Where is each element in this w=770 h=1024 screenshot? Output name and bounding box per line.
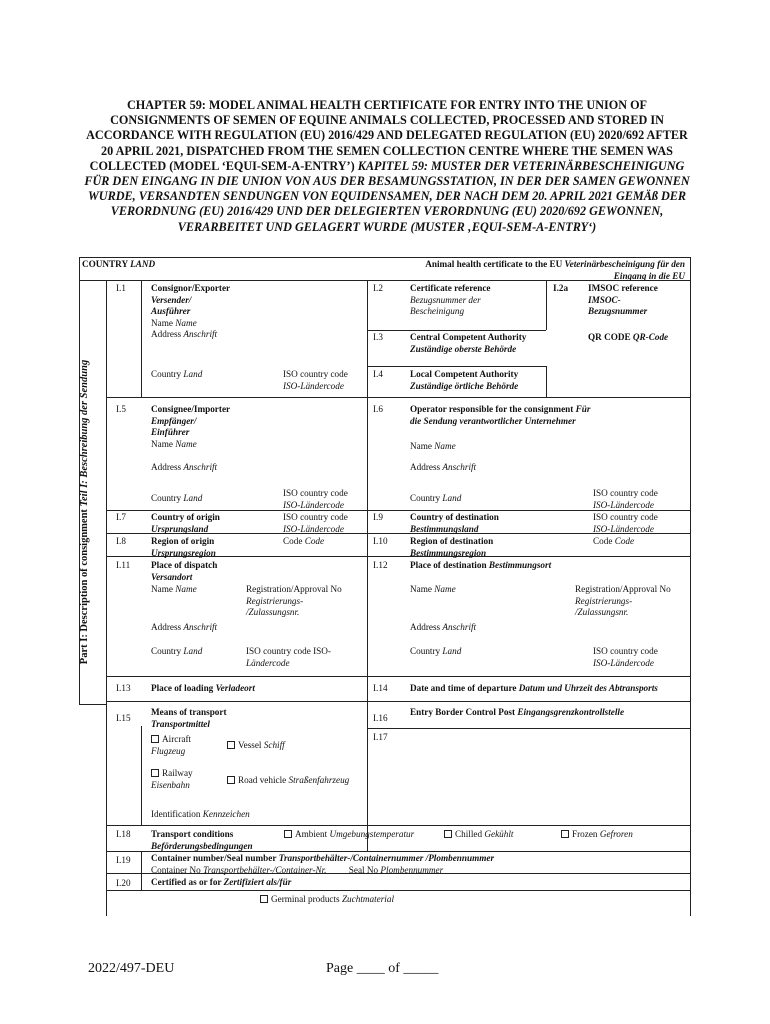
checkbox-icon[interactable] xyxy=(561,830,569,838)
document-reference: 2022/497-DEU xyxy=(88,961,175,976)
box-i2a-imsoc-reference: IMSOC reference IMSOC- Bezugsnummer xyxy=(588,283,658,316)
checkbox-icon[interactable] xyxy=(284,830,292,838)
box-number: I.2 xyxy=(373,283,383,293)
rule xyxy=(141,851,142,890)
i12-name: Name Name xyxy=(410,584,456,594)
i10-code: Code Code xyxy=(593,536,635,546)
ahc-label: Animal health certificate to the EU Veterinärbescheinigung für den Eingang in die EU xyxy=(425,259,685,281)
i7-iso: ISO country code ISO-Ländercode xyxy=(283,512,348,534)
box-i11-place-of-dispatch: Place of dispatch Versandort xyxy=(151,560,218,582)
i5-iso: ISO country code ISO-Ländercode xyxy=(283,488,348,510)
box-i1-consignor: Consignor/Exporter Versender/ Ausführer Name Name Address Anschrift xyxy=(151,283,231,339)
box-number: I.6 xyxy=(373,404,383,414)
checkbox-aircraft[interactable]: Aircraft Flugzeug xyxy=(151,734,192,756)
box-number: I.17 xyxy=(373,732,388,742)
rule xyxy=(546,366,547,397)
i12-address: Address Anschrift xyxy=(410,622,477,632)
rule xyxy=(106,701,690,702)
checkbox-germinal-products[interactable]: Germinal products Zuchtmaterial xyxy=(260,894,394,906)
checkbox-road-vehicle[interactable]: Road vehicle Straßenfahrzeug xyxy=(227,775,349,787)
identification-label: Identification Kennzeichen xyxy=(151,809,250,819)
box-number: I.19 xyxy=(116,855,131,865)
i1-country: Country Land xyxy=(151,369,203,379)
box-number: I.11 xyxy=(116,560,131,570)
rule xyxy=(367,728,690,729)
checkbox-vessel[interactable]: Vessel Schiff xyxy=(227,740,285,752)
qr-code-label: QR CODE QR-Code xyxy=(588,332,669,342)
box-number: I.7 xyxy=(116,512,126,522)
rule xyxy=(367,330,546,331)
box-number: I.4 xyxy=(373,369,383,379)
box-number: I.15 xyxy=(116,713,131,723)
box-i7-country-of-origin: Country of origin Ursprungsland xyxy=(151,512,220,534)
box-number: I.1 xyxy=(116,283,126,293)
checkbox-icon[interactable] xyxy=(444,830,452,838)
box-i13-place-of-loading: Place of loading Verladeort xyxy=(151,683,255,693)
box-i6-operator: Operator responsible for the consignment Für die Sendung verantwortlicher Unternehmer xyxy=(410,404,591,426)
i9-iso: ISO country code ISO-Ländercode xyxy=(593,512,658,534)
checkbox-railway[interactable]: Railway Eisenbahn xyxy=(151,768,193,790)
box-number: I.18 xyxy=(116,829,131,839)
rule xyxy=(79,280,691,281)
box-i16-entry-bcp: Entry Border Control Post Eingangsgrenzkontrollstelle xyxy=(410,707,625,717)
box-i20-certified-as: Certified as or for Zertifiziert als/für xyxy=(151,877,292,887)
i11-name: Name Name xyxy=(151,584,197,594)
i5-address: Address Anschrift xyxy=(151,462,218,472)
border-inner-left xyxy=(106,280,107,916)
box-number: I.12 xyxy=(373,560,388,570)
i11-registration: Registration/Approval No Registrierungs- /Zulassungsnr. xyxy=(246,584,342,617)
box-i2-certificate-reference: Certificate reference Bezugsnummer der Bescheinigung xyxy=(410,283,491,316)
checkbox-icon[interactable] xyxy=(151,769,159,777)
box-i5-consignee: Consignee/Importer Empfänger/ Einführer Name Name xyxy=(151,404,231,449)
i12-iso: ISO country code ISO-Ländercode xyxy=(593,646,658,668)
box-number: I.16 xyxy=(373,713,388,723)
checkbox-icon[interactable] xyxy=(227,741,235,749)
i6-iso: ISO country code ISO-Ländercode xyxy=(593,488,658,510)
checkbox-icon[interactable] xyxy=(227,776,235,784)
country-label: COUNTRY LAND xyxy=(82,259,156,269)
rule xyxy=(106,397,690,398)
border-top xyxy=(79,257,691,258)
box-number: I.10 xyxy=(373,536,388,546)
border-right xyxy=(690,257,691,916)
box-i12-place-of-destination: Place of destination Bestimmungsort xyxy=(410,560,552,570)
box-number: I.14 xyxy=(373,683,388,693)
i6-address: Address Anschrift xyxy=(410,462,477,472)
i1-iso: ISO country code ISO-Ländercode xyxy=(283,369,348,391)
checkbox-icon[interactable] xyxy=(151,735,159,743)
i11-country: Country Land xyxy=(151,646,203,656)
box-number: I.3 xyxy=(373,332,383,342)
page-number: Page ____ of _____ xyxy=(326,961,439,976)
checkbox-frozen[interactable]: Frozen Gefroren xyxy=(561,829,633,841)
rule xyxy=(79,704,106,705)
rule xyxy=(106,890,690,891)
i11-iso: ISO country code ISO- Ländercode xyxy=(246,646,331,668)
title-de: KAPITEL 59: MUSTER DER VETERINÄRBESCHEINIGUNG FÜR DEN EINGANG IN DIE UNION VON AUS DER BESAMUNGSSTATION, IN DER DER SAMEN GEWONNEN WURDE, VERSANDTEN SENDUNGEN VON EQUIDENSAMEN, DER NACH DEM 20. APRIL 2021 GEMÄß DER VERORDNUNG (EU) 2016/429 UND DER DELEGIERTEN VERORDNUNG (EU) 2020/692 GEWONNEN, VERARBEITET UND GELAGERT WURDE (MUSTER ‚EQUI-SEM-A-ENTRY‘) xyxy=(84,158,690,234)
divider-i2a xyxy=(546,280,547,330)
document-title xyxy=(80,98,694,235)
rule xyxy=(141,726,142,825)
box-i15-means-of-transport: Means of transport Transportmittel xyxy=(151,707,227,729)
rule xyxy=(367,366,546,367)
box-i14-date-departure: Date and time of departure Datum und Uhrzeit des Abtransports xyxy=(410,683,658,693)
box-number: I.9 xyxy=(373,512,383,522)
box-number: I.8 xyxy=(116,536,126,546)
box-i18-transport-conditions: Transport conditions Beförderungsbedingungen xyxy=(151,829,253,851)
rule xyxy=(106,825,690,826)
i5-country: Country Land xyxy=(151,493,203,503)
i12-country: Country Land xyxy=(410,646,462,656)
i11-address: Address Anschrift xyxy=(151,622,218,632)
checkbox-chilled[interactable]: Chilled Gekühlt xyxy=(444,829,513,841)
box-i4-local-authority: Local Competent Authority Zuständige örtliche Behörde xyxy=(410,369,519,391)
title-en: CHAPTER 59: MODEL ANIMAL HEALTH CERTIFICATE FOR ENTRY INTO THE UNION OF CONSIGNMENTS OF SEMEN OF EQUINE ANIMALS COLLECTED, PROCESSED AND STORED IN ACCORDANCE WITH REGULATION (EU) 2016/429 AND DELEGATED REGULATION (EU) 2020/692 AFTER 20 APRIL 2021, DISPATCHED FROM THE SEMEN COLLECTION CENTRE WHERE THE SEMEN WAS COLLECTED (MODEL ‘EQUI-SEM-A-ENTRY’) xyxy=(86,98,688,173)
box-number: I.2a xyxy=(553,283,569,293)
i8-code: Code Code xyxy=(283,536,325,546)
box-i9-country-of-destination: Country of destination Bestimmungsland xyxy=(410,512,499,534)
i6-name: Name Name xyxy=(410,441,456,451)
box-i8-region-of-origin: Region of origin Ursprungsregion xyxy=(151,536,216,558)
box-i19-container-seal: Container number/Seal number Transportbehälter-/Containernummer /Plombennummer Container No Transportbehälter-/Container-Nr. Seal No Plombennummer xyxy=(151,853,495,875)
rule xyxy=(141,280,142,397)
checkbox-ambient[interactable]: Ambient Umgebungstemperatur xyxy=(284,829,414,841)
i12-registration: Registration/Approval No Registrierungs- /Zulassungsnr. xyxy=(575,584,671,617)
checkbox-icon[interactable] xyxy=(260,895,268,903)
box-number: I.5 xyxy=(116,404,126,414)
box-number: I.20 xyxy=(116,878,131,888)
box-i10-region-of-destination: Region of destination Bestimmungsregion xyxy=(410,536,494,558)
i6-country: Country Land xyxy=(410,493,462,503)
rule xyxy=(106,676,690,677)
box-number: I.13 xyxy=(116,683,131,693)
box-i3-central-authority: Central Competent Authority Zuständige oberste Behörde xyxy=(410,332,527,354)
